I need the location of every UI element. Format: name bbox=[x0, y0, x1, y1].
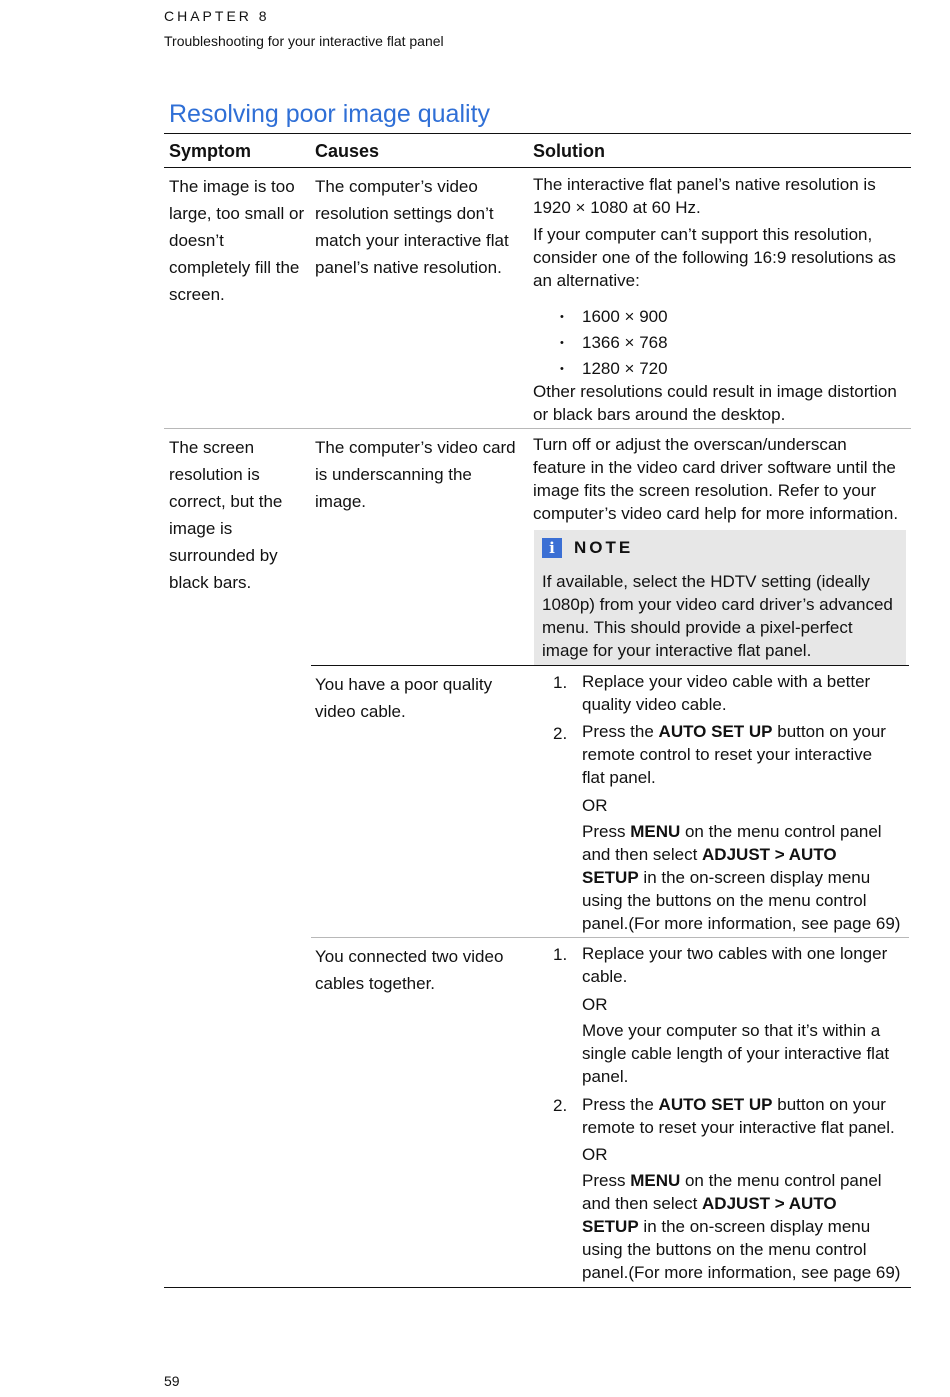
bullet-icon: • bbox=[560, 363, 564, 375]
chapter-subtitle: Troubleshooting for your interactive flat panel bbox=[164, 33, 444, 49]
column-header-causes: Causes bbox=[315, 141, 380, 161]
page-number: 59 bbox=[164, 1373, 180, 1389]
solution-text: Other resolutions could result in image distortion or black bars around the desktop. bbox=[533, 382, 897, 424]
cause-text: You have a poor quality video cable. bbox=[315, 675, 493, 721]
bullet-icon: • bbox=[560, 337, 564, 349]
list-item: 1366 × 768 bbox=[582, 333, 668, 352]
cause-text: The computer’s video card is underscanning the image. bbox=[315, 438, 516, 511]
solution-text: Turn off or adjust the overscan/underscan feature in the video card driver software until the image fits the screen resolution. Refer to your computer’s video card help for more information. bbox=[533, 435, 899, 523]
symptom-text: The screen resolution is correct, but the image is surrounded by black bars. bbox=[169, 438, 283, 592]
solution-text: The interactive flat panel’s native resolution is 1920 × 1080 at 60 Hz. bbox=[533, 175, 876, 217]
table-top-rule bbox=[164, 133, 911, 134]
cause-divider bbox=[311, 665, 909, 666]
list-item: 1280 × 720 bbox=[582, 359, 668, 378]
symptom-text: The image is too large, too small or doesn’t completely fill the screen. bbox=[169, 177, 305, 304]
column-header-solution: Solution bbox=[533, 141, 605, 161]
step-number: 2. bbox=[553, 1096, 568, 1115]
step-number: 2. bbox=[553, 724, 568, 743]
column-header-symptom: Symptom bbox=[169, 141, 252, 161]
solution-text: If your computer can’t support this resolution, consider one of the following 16:9 resolutions as an alternative: bbox=[533, 225, 896, 290]
step-text: Press MENU on the menu control panel and then select ADJUST > AUTO SETUP in the on-screen display menu using the buttons on the menu control panel.(For more information, see page 69) bbox=[582, 822, 901, 933]
step-text: Press MENU on the menu control panel and then select ADJUST > AUTO SETUP in the on-screen display menu using the buttons on the menu control panel.(For more information, see page 69) bbox=[582, 1171, 901, 1282]
bullet-icon: • bbox=[560, 311, 564, 323]
step-number: 1. bbox=[553, 673, 568, 692]
or-text: OR bbox=[582, 796, 608, 815]
list-item: 1600 × 900 bbox=[582, 307, 668, 326]
step-text: Press the AUTO SET UP button on your remote control to reset your interactive flat panel. bbox=[582, 722, 886, 787]
step-text: Move your computer so that it’s within a single cable length of your interactive flat panel. bbox=[582, 1021, 890, 1086]
note-label: NOTE bbox=[574, 538, 634, 557]
cause-text: The computer’s video resolution settings don’t match your interactive flat panel’s native resolution. bbox=[315, 177, 509, 277]
section-title: Resolving poor image quality bbox=[169, 100, 491, 128]
info-icon: i bbox=[542, 538, 562, 558]
or-text: OR bbox=[582, 1145, 608, 1164]
step-number: 1. bbox=[553, 945, 568, 964]
chapter-label: CHAPTER 8 bbox=[164, 8, 270, 24]
note-text: If available, select the HDTV setting (ideally 1080p) from your video card driver’s advanced menu. This should provide a pixel-perfect image for your interactive flat panel. bbox=[542, 572, 893, 660]
table-header-rule bbox=[164, 167, 911, 168]
step-text: Replace your video cable with a better quality video cable. bbox=[582, 672, 871, 714]
cause-text: You connected two video cables together. bbox=[315, 947, 504, 993]
or-text: OR bbox=[582, 995, 608, 1014]
table-bottom-rule bbox=[164, 1287, 911, 1288]
row-divider bbox=[164, 428, 911, 429]
step-text: Replace your two cables with one longer cable. bbox=[582, 944, 888, 986]
cause-divider bbox=[311, 937, 909, 938]
step-text: Press the AUTO SET UP button on your remote to reset your interactive flat panel. bbox=[582, 1095, 895, 1137]
